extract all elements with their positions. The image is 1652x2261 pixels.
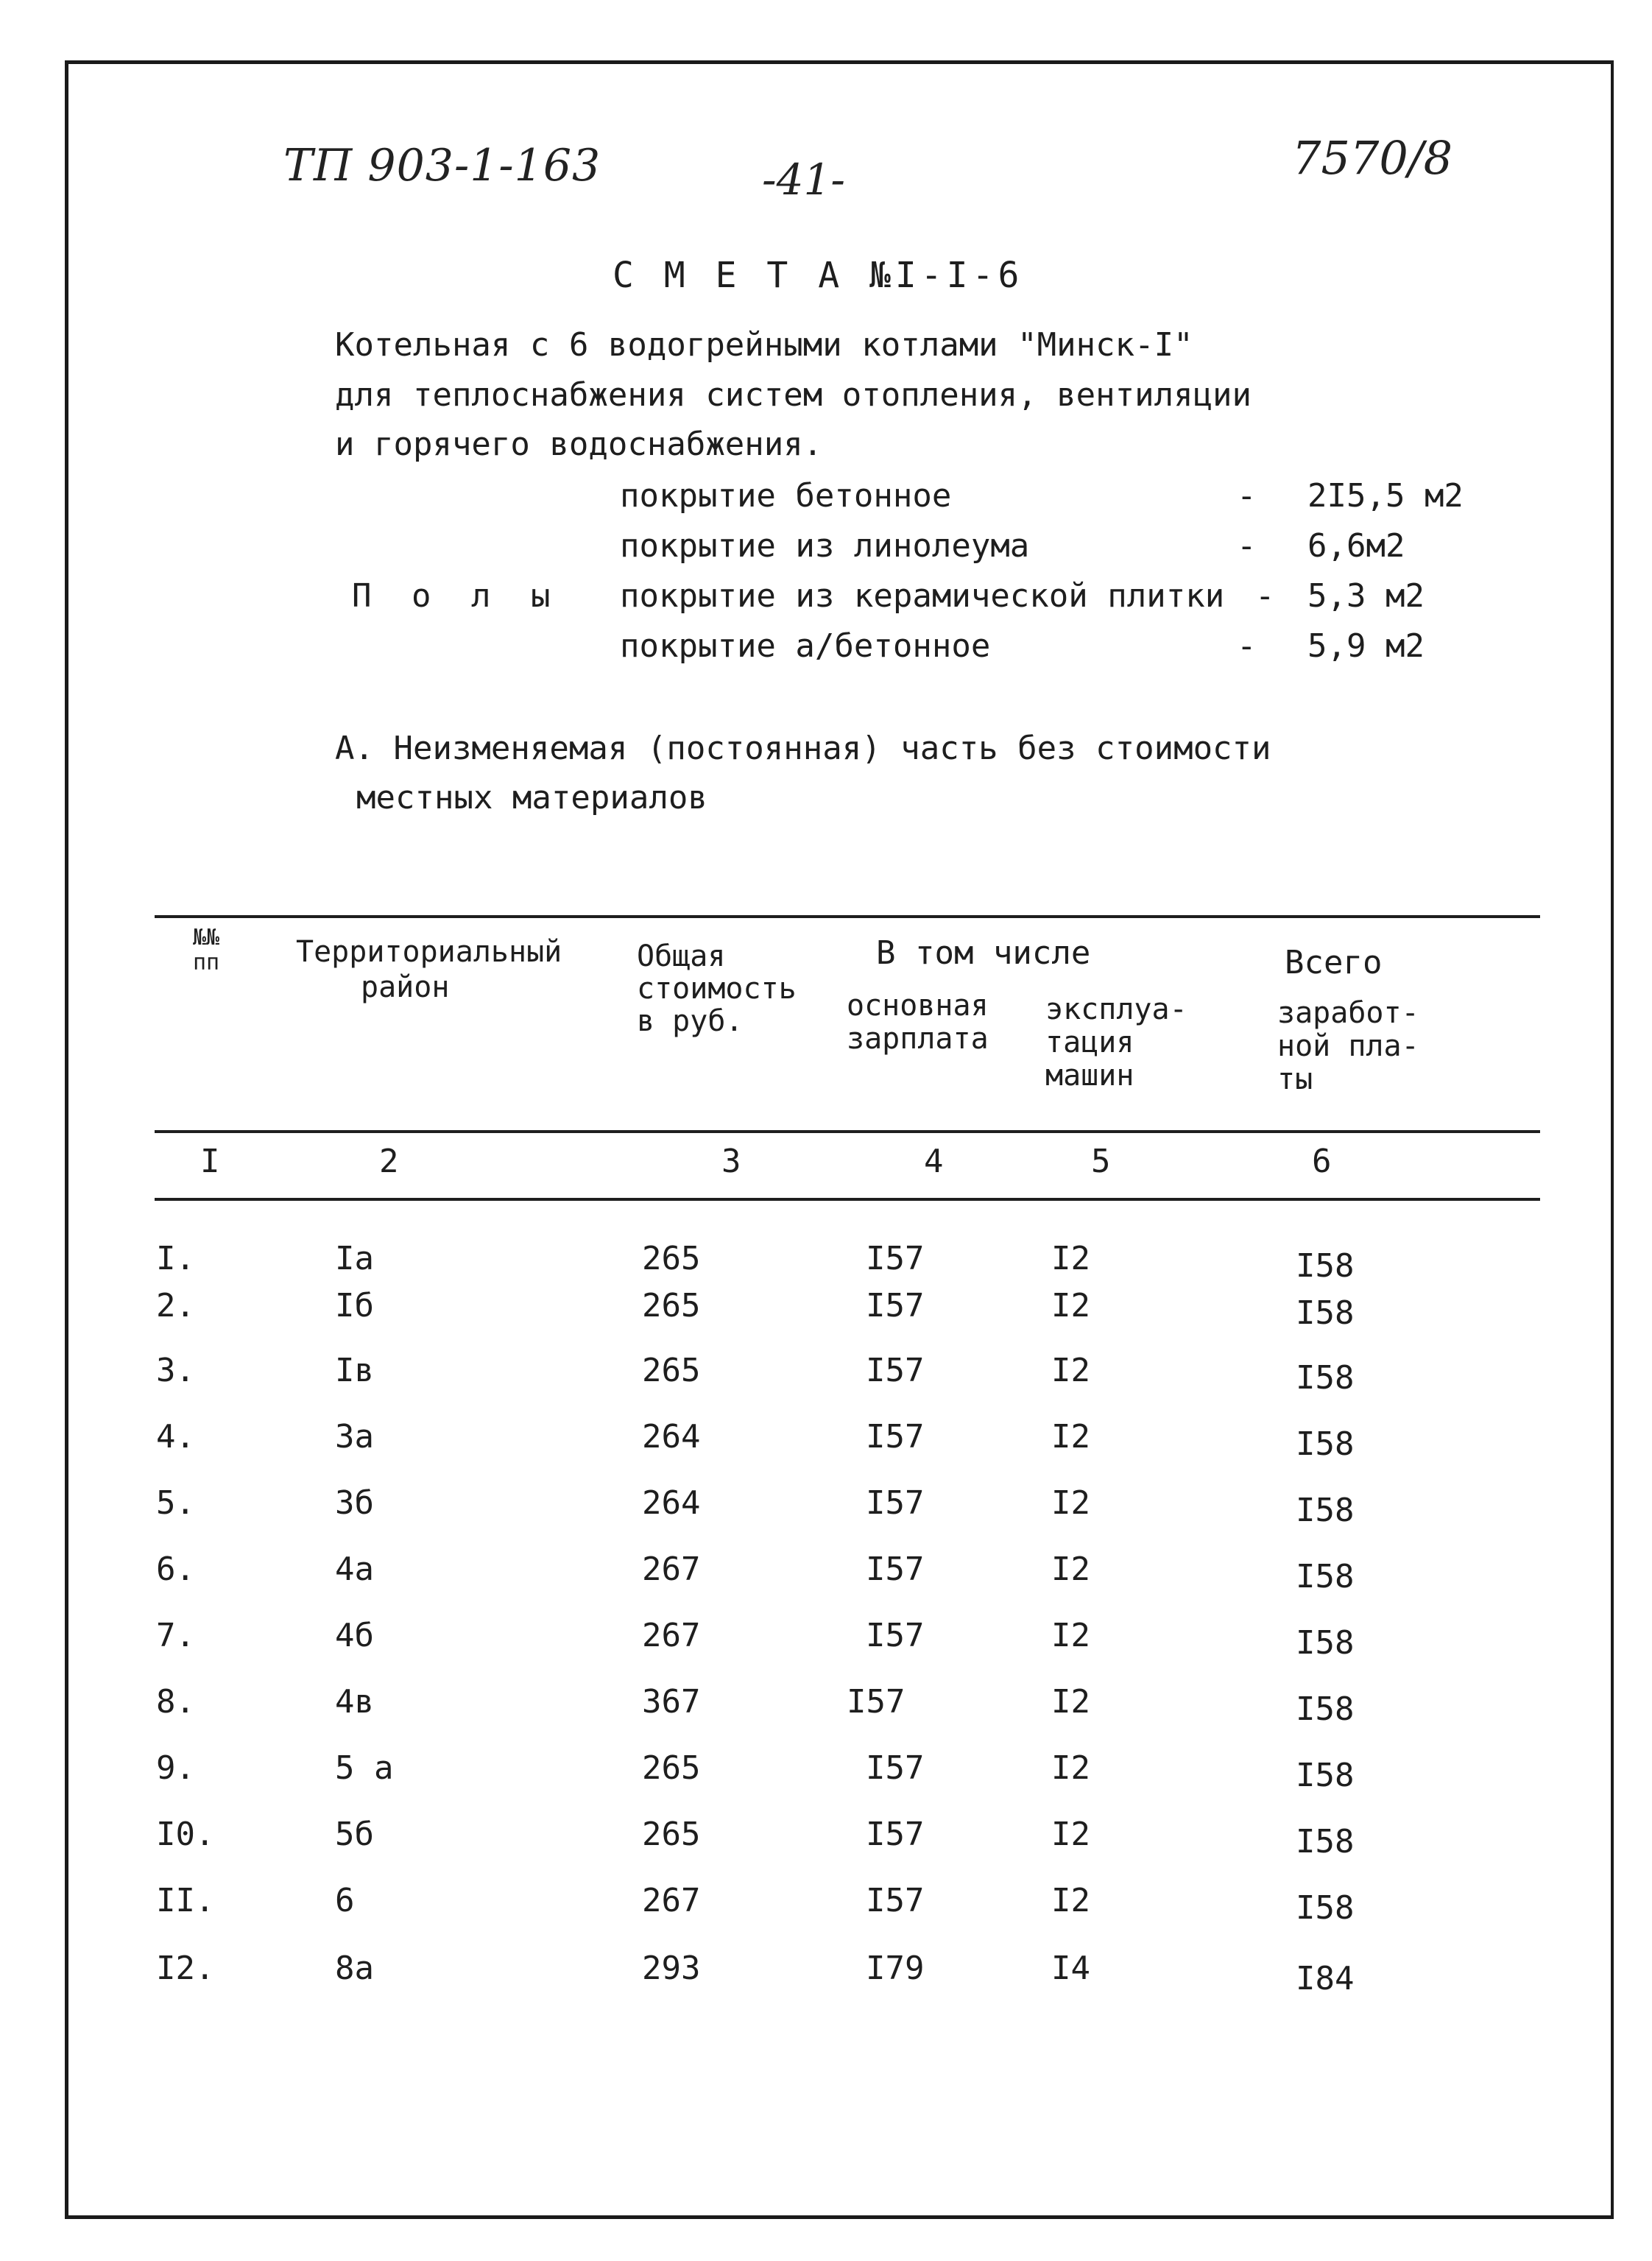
machines-cell: I2 <box>1051 1240 1090 1277</box>
total-wages-cell: I58 <box>1296 1823 1355 1860</box>
table-top-rule <box>155 915 1540 918</box>
column-number: 6 <box>1312 1143 1332 1180</box>
total-wages-cell: I58 <box>1296 1757 1355 1794</box>
machines-cell: I2 <box>1051 1882 1090 1919</box>
salary-cell: I57 <box>866 1551 925 1588</box>
header-machines-1: эксплуа- <box>1045 992 1187 1026</box>
header-num-1: №№ <box>193 925 220 950</box>
total-cost-cell: 264 <box>642 1484 701 1522</box>
row-number: I. <box>156 1240 195 1277</box>
salary-cell: I57 <box>866 1240 925 1277</box>
salary-cell: I57 <box>866 1287 925 1324</box>
total-cost-cell: 267 <box>642 1882 701 1919</box>
estimate-title: С М Е Т А №I-I-6 <box>613 255 1024 296</box>
row-number: I2. <box>156 1950 215 1987</box>
total-wages-cell: I58 <box>1296 1558 1355 1595</box>
salary-cell: I57 <box>866 1352 925 1389</box>
region-cell: 5б <box>335 1816 374 1853</box>
column-number: 5 <box>1091 1143 1111 1180</box>
floor-item-name: покрытие из линолеума <box>620 527 1030 565</box>
machines-cell: I2 <box>1051 1683 1090 1721</box>
header-region-2: район <box>361 970 450 1004</box>
region-cell: 4а <box>335 1551 374 1588</box>
total-cost-cell: 264 <box>642 1418 701 1456</box>
total-wages-cell: I58 <box>1296 1624 1355 1662</box>
page-number: -41- <box>762 155 845 205</box>
total-wages-cell: I58 <box>1296 1889 1355 1927</box>
machines-cell: I2 <box>1051 1816 1090 1853</box>
header-num-2: пп <box>193 950 220 976</box>
section-a-heading: А. Неизменяемая (постоянная) часть без стоимости <box>335 730 1271 767</box>
total-cost-cell: 265 <box>642 1749 701 1787</box>
region-cell: Iб <box>335 1287 374 1324</box>
machines-cell: I2 <box>1051 1418 1090 1456</box>
region-cell: 5 а <box>335 1749 394 1787</box>
floor-item-value: 2I5,5 м2 <box>1307 477 1464 515</box>
total-wages-cell: I84 <box>1296 1960 1355 1997</box>
region-cell: 3а <box>335 1418 374 1456</box>
column-number: 3 <box>721 1143 741 1180</box>
salary-cell: I57 <box>866 1617 925 1654</box>
region-cell: 4в <box>335 1683 374 1721</box>
total-cost-cell: 265 <box>642 1816 701 1853</box>
floor-item-value: 5,9 м2 <box>1307 627 1425 665</box>
header-total-2: стоимость <box>637 972 797 1006</box>
floor-item-value: 6,6м2 <box>1307 527 1405 565</box>
description-line-2: для теплоснабжения систем отопления, вентиляции <box>335 376 1252 414</box>
row-number: 2. <box>156 1287 195 1324</box>
header-machines-3: машин <box>1045 1059 1134 1093</box>
salary-cell: I57 <box>866 1418 925 1456</box>
row-number: 4. <box>156 1418 195 1456</box>
total-cost-cell: 293 <box>642 1950 701 1987</box>
machines-cell: I4 <box>1051 1950 1090 1987</box>
floor-item-dash: - <box>1237 527 1257 565</box>
machines-cell: I2 <box>1051 1551 1090 1588</box>
total-cost-cell: 267 <box>642 1551 701 1588</box>
total-cost-cell: 267 <box>642 1617 701 1654</box>
header-wages-3: ной пла- <box>1277 1029 1419 1063</box>
description-line-1: Котельная с 6 водогрейными котлами "Минск-I" <box>335 326 1193 364</box>
salary-cell: I57 <box>847 1683 906 1721</box>
header-total-3: в руб. <box>637 1004 744 1038</box>
header-total-1: Общая <box>637 939 726 973</box>
row-number: 6. <box>156 1551 195 1588</box>
header-including: В том числе <box>876 934 1091 972</box>
machines-cell: I2 <box>1051 1617 1090 1654</box>
floor-item-name: покрытие а/бетонное <box>620 627 991 665</box>
region-cell: 4б <box>335 1617 374 1654</box>
machines-cell: I2 <box>1051 1287 1090 1324</box>
floor-item-name: покрытие из керамической плитки <box>620 577 1225 615</box>
floor-item-name: покрытие бетонное <box>620 477 952 515</box>
row-number: I0. <box>156 1816 215 1853</box>
total-wages-cell: I58 <box>1296 1294 1355 1332</box>
floor-item-dash: - <box>1255 577 1275 615</box>
salary-cell: I57 <box>866 1816 925 1853</box>
salary-cell: I79 <box>866 1950 925 1987</box>
header-wages-4: ты <box>1277 1062 1313 1096</box>
region-cell: Iв <box>335 1352 374 1389</box>
row-number: 3. <box>156 1352 195 1389</box>
total-wages-cell: I58 <box>1296 1492 1355 1529</box>
section-a-subheading: местных материалов <box>356 779 707 816</box>
row-number: 5. <box>156 1484 195 1522</box>
total-wages-cell: I58 <box>1296 1690 1355 1728</box>
region-cell: 8а <box>335 1950 374 1987</box>
total-cost-cell: 265 <box>642 1352 701 1389</box>
total-cost-cell: 367 <box>642 1683 701 1721</box>
description-line-3: и горячего водоснабжения. <box>335 426 823 463</box>
header-salary-2: зарплата <box>847 1022 989 1056</box>
table-header-rule <box>155 1130 1540 1133</box>
salary-cell: I57 <box>866 1749 925 1787</box>
column-numbers-rule <box>155 1198 1540 1201</box>
header-machines-2: тация <box>1045 1026 1134 1059</box>
region-cell: Iа <box>335 1240 374 1277</box>
header-salary-1: основная <box>847 989 989 1023</box>
document-code: 7570/8 <box>1292 131 1453 185</box>
machines-cell: I2 <box>1051 1484 1090 1522</box>
machines-cell: I2 <box>1051 1749 1090 1787</box>
column-number: 2 <box>379 1143 399 1180</box>
total-cost-cell: 265 <box>642 1240 701 1277</box>
total-wages-cell: I58 <box>1296 1247 1355 1285</box>
floor-item-dash: - <box>1237 477 1257 515</box>
header-wages-1: Всего <box>1285 944 1383 981</box>
total-wages-cell: I58 <box>1296 1359 1355 1397</box>
header-region-1: Территориальный <box>296 935 562 969</box>
salary-cell: I57 <box>866 1882 925 1919</box>
row-number: 7. <box>156 1617 195 1654</box>
region-cell: 3б <box>335 1484 374 1522</box>
salary-cell: I57 <box>866 1484 925 1522</box>
total-wages-cell: I58 <box>1296 1425 1355 1463</box>
row-number: 9. <box>156 1749 195 1787</box>
floor-item-value: 5,3 м2 <box>1307 577 1425 615</box>
row-number: II. <box>156 1882 215 1919</box>
header-wages-2: заработ- <box>1277 996 1419 1030</box>
floor-item-dash: - <box>1237 627 1257 665</box>
floors-label: П о л ы <box>352 577 561 615</box>
total-cost-cell: 265 <box>642 1287 701 1324</box>
column-number: 4 <box>924 1143 944 1180</box>
machines-cell: I2 <box>1051 1352 1090 1389</box>
project-code: ТП 903-1-163 <box>283 140 601 191</box>
column-number: I <box>200 1143 220 1180</box>
row-number: 8. <box>156 1683 195 1721</box>
region-cell: 6 <box>335 1882 355 1919</box>
